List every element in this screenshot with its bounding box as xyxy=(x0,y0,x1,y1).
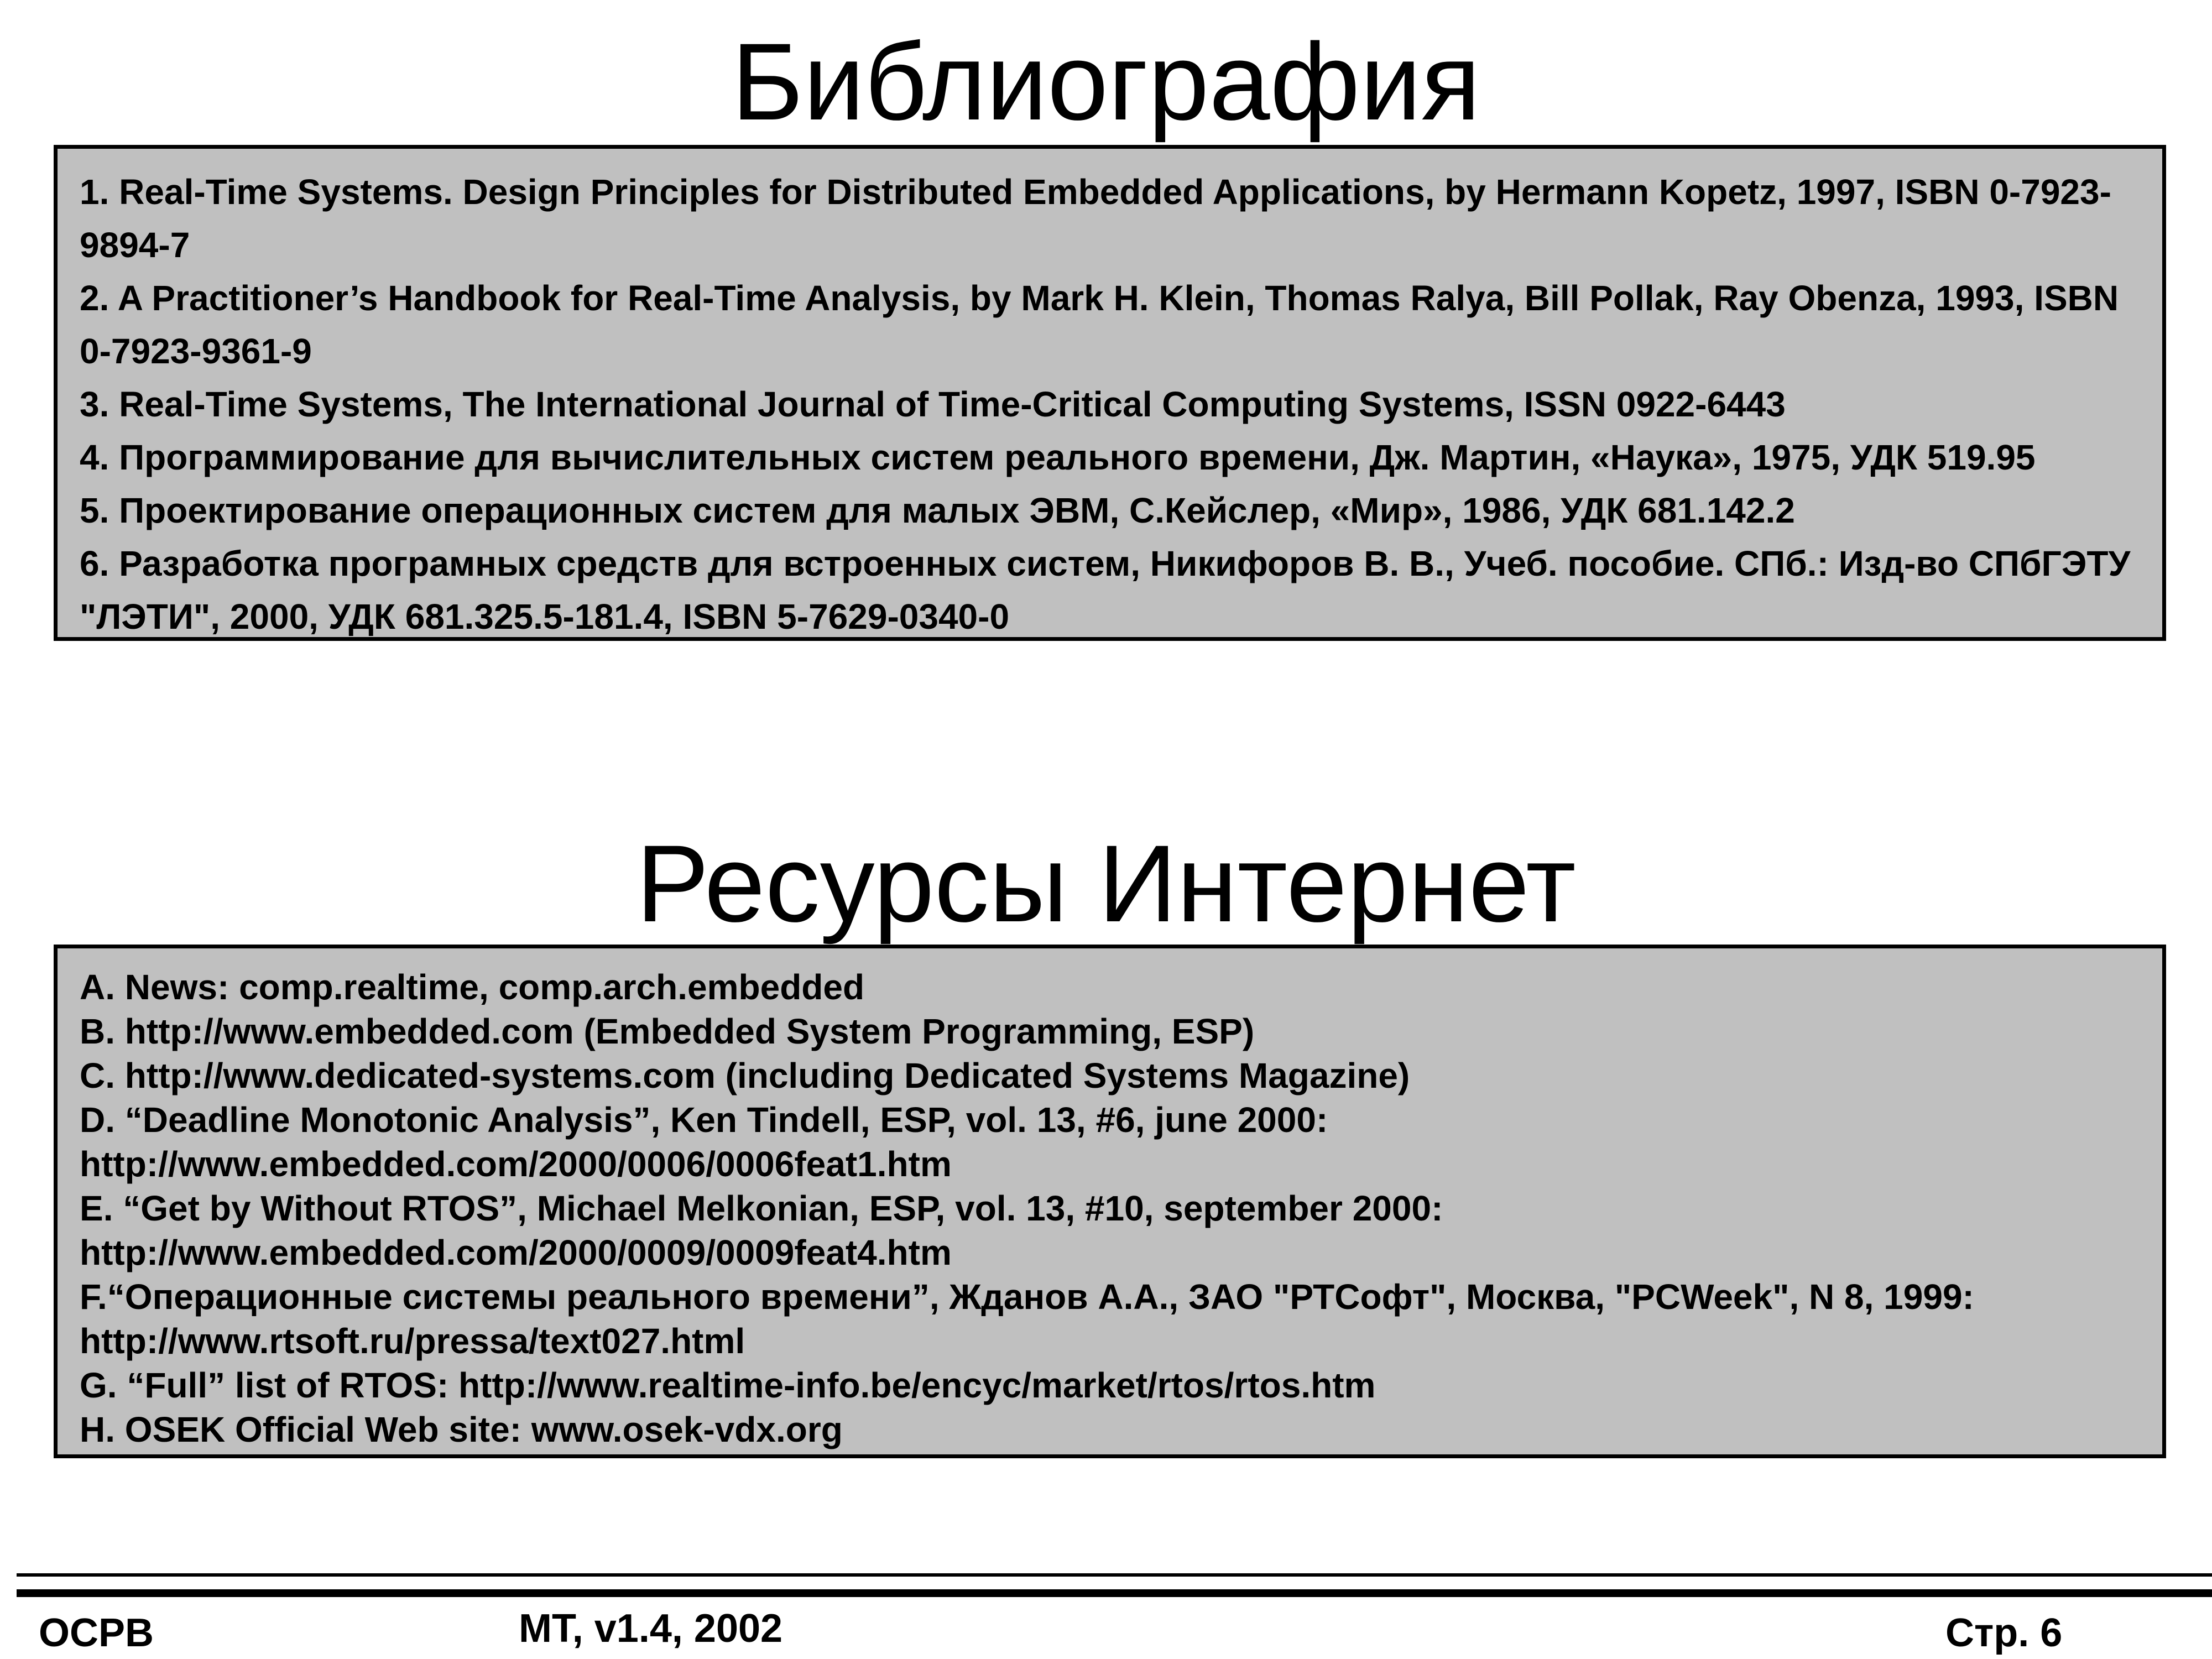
footer-course-label: ОСРВ xyxy=(39,1611,154,1655)
bibliography-entry-3: 3. Real-Time Systems, The International Journal of Time-Critical Computing Systems, ISSN 0922-6443 xyxy=(80,384,1786,424)
internet-entry-e: E. “Get by Without RTOS”, Michael Melkonian, ESP, vol. 13, #10, september 2000: http://www.embedded.com/2000/0009/0009feat4.htm xyxy=(80,1188,1443,1272)
footer-divider-thin xyxy=(17,1573,2212,1577)
bibliography-entry-5: 5. Проектирование операционных систем для малых ЭВМ, С.Кейслер, «Мир», 1986, УДК 681.142.2 xyxy=(80,491,1795,530)
internet-entry-c: C. http://www.dedicated-systems.com (including Dedicated Systems Magazine) xyxy=(80,1056,1410,1095)
bibliography-entry-4: 4. Программирование для вычислительных систем реального времени, Дж. Мартин, «Наука», 1975, УДК 519.95 xyxy=(80,437,2036,477)
bibliography-entry-1: 1. Real-Time Systems. Design Principles for Distributed Embedded Applications, by Hermann Kopetz, 1997, ISBN 0-7923-9894-7 xyxy=(80,172,2111,265)
bibliography-entry-2: 2. A Practitioner’s Handbook for Real-Time Analysis, by Mark H. Klein, Thomas Ralya, Bill Pollak, Ray Obenza, 1993, ISBN 0-7923-9361-9 xyxy=(80,278,2119,371)
internet-entry-g: G. “Full” list of RTOS: http://www.realtime-info.be/encyc/market/rtos/rtos.htm xyxy=(80,1365,1376,1405)
internet-resources-box xyxy=(54,945,2166,1458)
bibliography-title: Библиография xyxy=(731,20,1481,143)
footer-page-number: Стр. 6 xyxy=(1945,1611,2063,1655)
internet-entry-b: B. http://www.embedded.com (Embedded System Programming, ESP) xyxy=(80,1011,1255,1051)
internet-entry-f: F.“Операционные системы реального времени”, Жданов А.А., ЗАО "РТСофт", Москва, "PCWeek", N 8, 1999: http://www.rtsoft.ru/pressa/text027.html xyxy=(80,1277,1974,1361)
footer-version-label: МТ, v1.4, 2002 xyxy=(519,1606,783,1651)
internet-entry-a: A. News: comp.realtime, comp.arch.embedded xyxy=(80,967,865,1007)
bibliography-entry-6: 6. Разработка програмных средств для встроенных систем, Никифоров В. В., Учеб. пособие. СПб.: Изд-во СПбГЭТУ "ЛЭТИ", 2000, УДК 681.325.5-181.4, ISBN 5-7629-0340-0 xyxy=(80,544,2131,637)
internet-resources-title: Ресурсы Интернет xyxy=(636,822,1576,945)
bibliography-box xyxy=(54,145,2166,641)
internet-entry-h: H. OSEK Official Web site: www.osek-vdx.org xyxy=(80,1410,843,1449)
internet-entry-d: D. “Deadline Monotonic Analysis”, Ken Tindell, ESP, vol. 13, #6, june 2000: http://www.embedded.com/2000/0006/0006feat1.htm xyxy=(80,1100,1328,1184)
footer-divider-thick xyxy=(17,1589,2212,1597)
